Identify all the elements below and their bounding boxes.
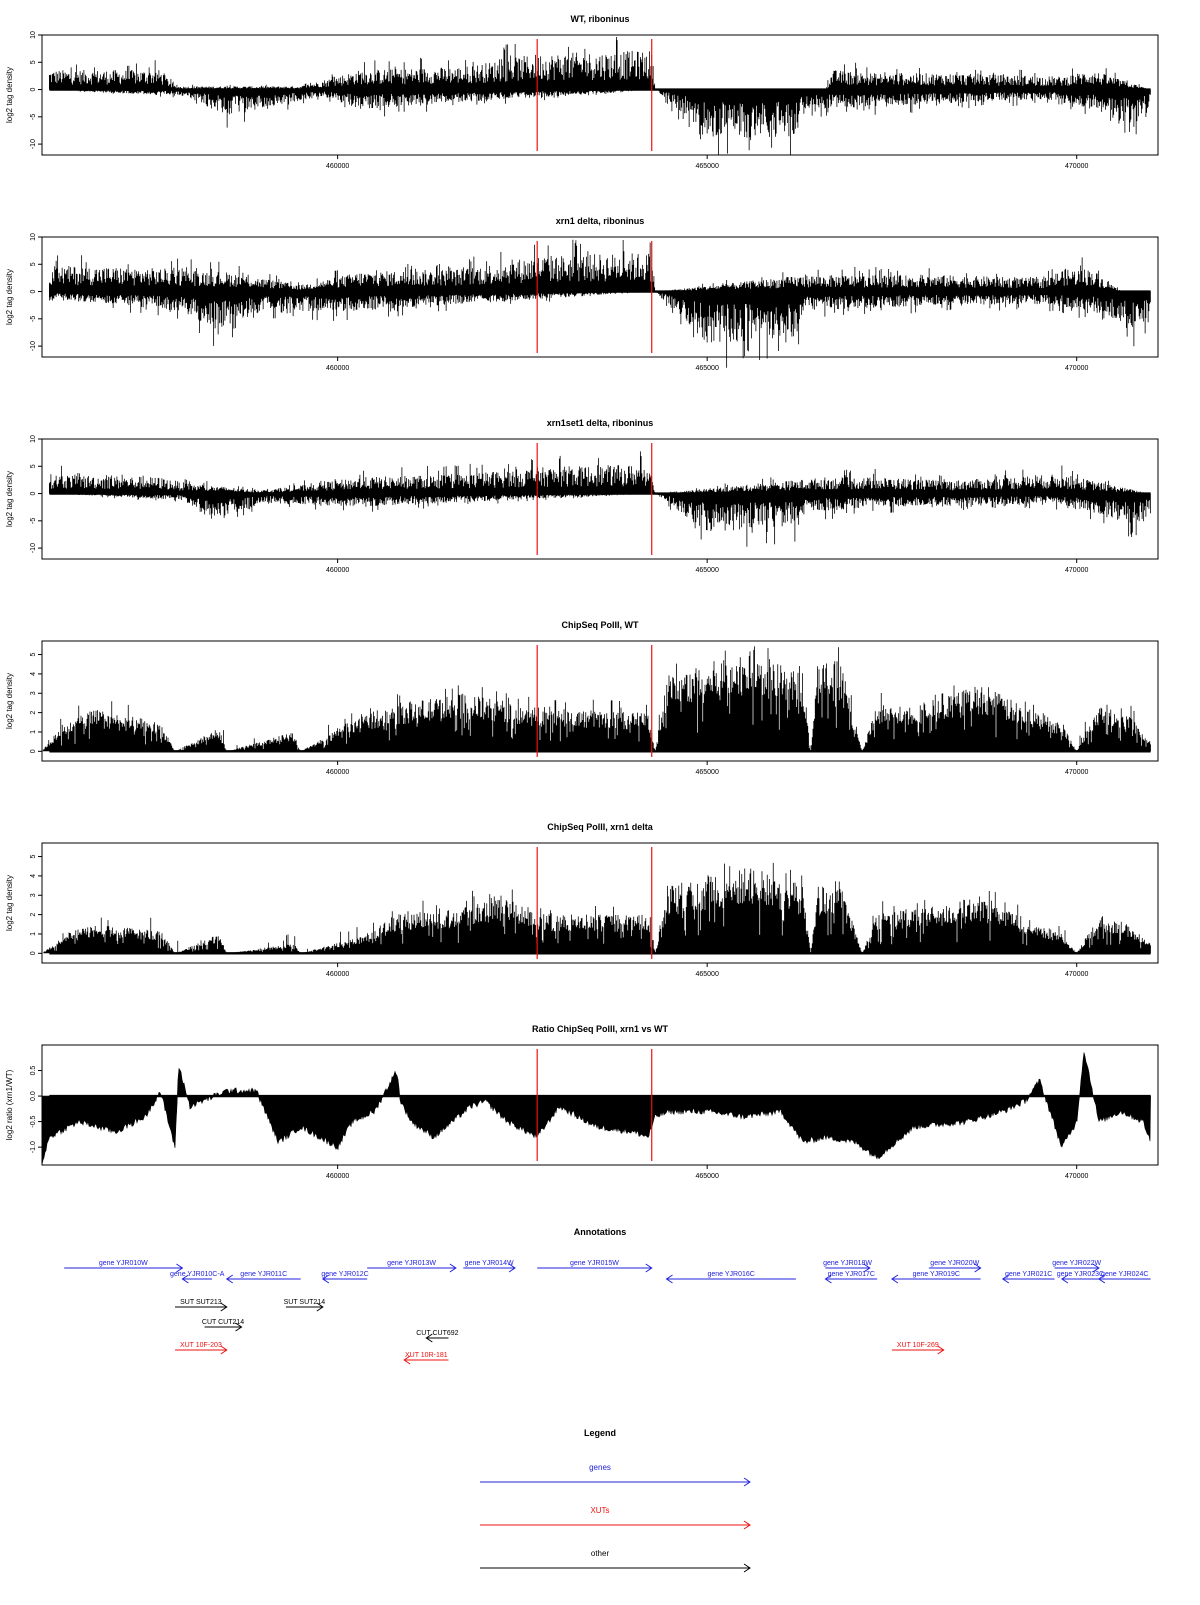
annotation-gene-yjr023c-label: gene YJR023C — [1056, 1271, 1105, 1278]
panel-5-series-plus — [44, 863, 1151, 953]
annotation-gene-yjr024c-label: gene YJR024C — [1101, 1271, 1149, 1278]
panel-4-xtick-label: 470000 — [1065, 769, 1089, 776]
panel-4-ylabel: log2 tag density — [5, 672, 14, 730]
annotation-gene-yjr018w-label: gene YJR018W — [823, 1260, 873, 1267]
panel-4-ytick-label: 4 — [30, 671, 37, 676]
annotation-gene-yjr012c-label: gene YJR012C — [321, 1271, 369, 1278]
panel-4-xtick-label: 460000 — [325, 769, 350, 776]
annotation-gene-yjr020w-label: gene YJR020W — [930, 1260, 980, 1267]
panel-5-xtick-label: 460000 — [325, 971, 350, 978]
annotation-xut-10f-203-label: XUT 10F-203 — [179, 1342, 222, 1349]
panel-1-ytick-label: -10 — [30, 139, 37, 150]
panel-5-title: ChipSeq PolII, xrn1 delta — [547, 822, 653, 832]
annotation-gene-yjr010w-label: gene YJR010W — [98, 1260, 148, 1267]
panel-5-ylabel: log2 tag density — [5, 874, 14, 932]
legend-item-xuts-label: XUTs — [590, 1506, 610, 1515]
annotation-gene-yjr011c-label: gene YJR011C — [240, 1271, 288, 1278]
panel-2-ytick-label: -5 — [30, 315, 37, 322]
panel-5-ytick-label: 5 — [30, 854, 37, 859]
panel-5-xtick-label: 470000 — [1065, 971, 1089, 978]
panel-4-title: ChipSeq PolII, WT — [561, 620, 639, 630]
panel-4-ytick-label: 3 — [30, 691, 37, 696]
annotation-gene-yjr015w-label: gene YJR015W — [570, 1260, 619, 1267]
panel-5-ytick-label: 4 — [30, 873, 37, 878]
annotation-gene-yjr017c-label: gene YJR017C — [827, 1271, 875, 1278]
annotation-gene-yjr021c-label: gene YJR021C — [1004, 1271, 1053, 1278]
panel-3-ytick-label: -5 — [30, 517, 37, 524]
panel-5-xtick-label: 465000 — [695, 971, 719, 978]
panel-5-ytick-label: 1 — [30, 932, 37, 936]
panel-2-title: xrn1 delta, riboninus — [555, 216, 645, 226]
panel-3-ytick-label: 10 — [30, 435, 37, 443]
panel-6-xtick-label: 470000 — [1065, 1173, 1089, 1180]
panel-2-xtick-label: 465000 — [695, 365, 719, 372]
panel-6-title: Ratio ChipSeq PolII, xrn1 vs WT — [531, 1024, 669, 1034]
panel-3-ytick-label: 0 — [30, 491, 37, 496]
panel-3-ytick-label: -10 — [30, 543, 37, 554]
panel-2-xtick-label: 460000 — [325, 365, 350, 372]
panel-1-ytick-label: -5 — [30, 113, 37, 120]
panel-2-series-minus — [49, 292, 1150, 368]
panel-1-series-plus — [49, 37, 1149, 90]
legend-item-genes-label: genes — [589, 1463, 611, 1472]
panel-3-series-plus — [49, 451, 1149, 493]
panel-1-ytick-label: 0 — [30, 87, 37, 92]
panel-3-xtick-label: 470000 — [1065, 567, 1089, 574]
panel-3-xtick-label: 460000 — [325, 567, 350, 574]
panel-2-ytick-label: 5 — [30, 262, 37, 267]
panel-4-ytick-label: 0 — [30, 749, 37, 754]
panel-3-xtick-label: 465000 — [695, 567, 719, 574]
annotation-xut-10r-181-label: XUT 10R-181 — [404, 1352, 448, 1359]
panel-4-xtick-label: 465000 — [695, 769, 719, 776]
annotation-gene-yjr019c-label: gene YJR019C — [912, 1271, 960, 1278]
panel-6-ytick-label: 0.5 — [30, 1065, 37, 1076]
panel-2-ytick-label: 0 — [30, 289, 37, 294]
panel-4-ytick-label: 5 — [30, 652, 37, 657]
annotation-sut-sut213-label: SUT SUT213 — [180, 1299, 222, 1306]
panel-6-ytick-label: -1.0 — [30, 1141, 37, 1154]
panel-5-ytick-label: 0 — [30, 951, 37, 956]
annotation-gene-yjr010c-a-label: gene YJR010C-A — [170, 1271, 225, 1278]
annotation-cut-cut692-label: CUT CUT692 — [416, 1330, 459, 1337]
panel-3-ylabel: log2 tag density — [5, 470, 14, 528]
panel-3-ytick-label: 5 — [30, 464, 37, 469]
panel-1-series-minus — [56, 90, 1150, 156]
panel-6-tracks — [42, 1053, 1151, 1165]
annotation-gene-yjr014w-label: gene YJR014W — [464, 1260, 514, 1267]
annotation-gene-yjr016c-label: gene YJR016C — [707, 1271, 755, 1278]
annotation-gene-yjr013w-label: gene YJR013W — [387, 1260, 436, 1267]
annotations-title: Annotations — [573, 1227, 627, 1237]
panel-4-series-plus — [43, 646, 1151, 751]
panel-4-ytick-label: 1 — [30, 730, 37, 734]
panel-2-xtick-label: 470000 — [1065, 365, 1089, 372]
panel-4-tracks — [43, 646, 1151, 751]
panel-4-ytick-label: 2 — [30, 710, 37, 715]
panel-1-ytick-label: 5 — [30, 60, 37, 65]
panel-2-ytick-label: -10 — [30, 341, 37, 352]
panel-6-ytick-label: 0.0 — [30, 1091, 37, 1101]
panel-2-ytick-label: 10 — [30, 233, 37, 241]
panel-3-title: xrn1set1 delta, riboninus — [546, 418, 654, 428]
panel-6-ytick-label: -0.5 — [30, 1115, 37, 1128]
legend-title: Legend — [583, 1428, 617, 1438]
panel-1-title: WT, riboninus — [570, 14, 630, 24]
panel-1-tracks — [49, 37, 1150, 156]
panel-6-xtick-label: 465000 — [695, 1173, 719, 1180]
panel-1-ytick-label: 10 — [30, 31, 37, 39]
panel-2-series-plus — [49, 240, 1120, 292]
panel-5-tracks — [44, 863, 1151, 953]
panel-2-ylabel: log2 tag density — [5, 268, 14, 326]
panel-3-tracks — [49, 451, 1150, 546]
panel-6-series-ratio — [42, 1053, 1151, 1165]
panel-1-ylabel: log2 tag density — [5, 66, 14, 124]
panel-5-ytick-label: 3 — [30, 893, 37, 898]
annotation-sut-sut214-label: SUT SUT214 — [283, 1299, 326, 1306]
panel-3-series-minus — [56, 494, 1150, 547]
panel-6-xtick-label: 460000 — [325, 1173, 350, 1180]
annotation-xut-10f-269-label: XUT 10F-269 — [896, 1342, 939, 1349]
panel-1-xtick-label: 470000 — [1065, 163, 1089, 170]
panel-5-ytick-label: 2 — [30, 912, 37, 917]
panel-6-ylabel: log2 ratio (xrn1/WT) — [5, 1069, 14, 1141]
panel-1-xtick-label: 465000 — [695, 163, 719, 170]
annotation-gene-yjr022w-label: gene YJR022W — [1052, 1260, 1102, 1267]
legend-item-other-label: other — [590, 1549, 610, 1558]
panel-2-tracks — [49, 240, 1150, 368]
annotation-cut-cut214-label: CUT CUT214 — [201, 1319, 245, 1326]
panel-1-xtick-label: 460000 — [325, 163, 350, 170]
